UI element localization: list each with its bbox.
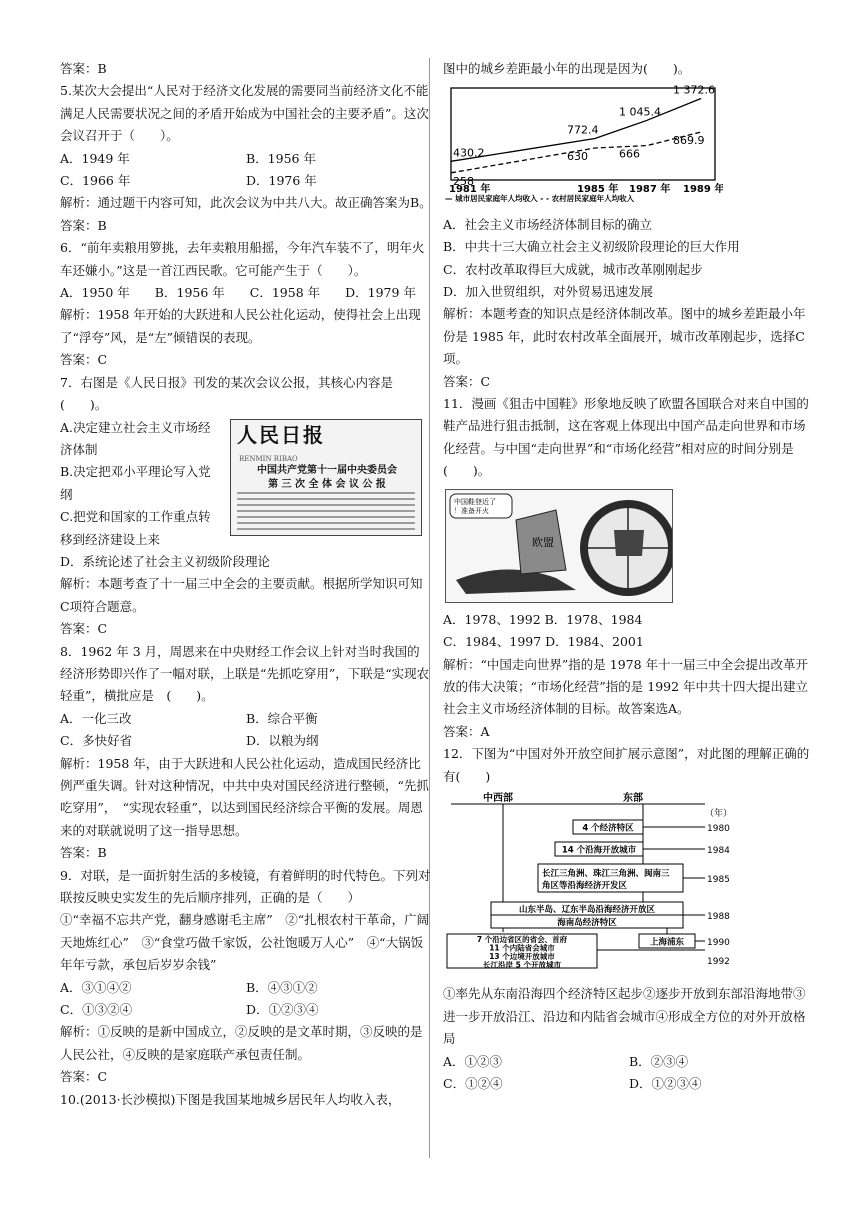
option-row — [60, 730, 432, 752]
text-line: 答案：B — [60, 217, 107, 233]
diagram-head-right: 东部 — [623, 792, 643, 804]
option: C．①③②④ — [60, 1002, 133, 1018]
diagram-box-text: 角区等沿海经济开发区 — [542, 880, 628, 891]
option: B.决定把邓小平理论写入党纲 — [60, 464, 211, 502]
text-line: ①率先从东南沿海四个经济特区起步②逐步开放到东部沿海地带③进一步开放沿江、沿边和内陆省会城市④形成全方位的对外开放格局 — [443, 986, 806, 1047]
newspaper-headline-1: 中国共产党第十一届中央委员会 — [257, 464, 397, 476]
option: C．多快好省 — [60, 733, 133, 749]
text-line: 答案：C — [60, 1069, 108, 1085]
diagram-year: 1988 — [707, 911, 730, 922]
text-line: B．中共十三大确立社会主义初级阶段理论的巨大作用 — [443, 239, 740, 255]
text-line: 8．1962 年 3 月，周恩来在中央财经工作会议上针对当时我国的经济形势即兴作了一幅对联，上联是“先抓吃穿用”，下联是“实现农轻重”，横批应是 ( )。 — [60, 643, 430, 704]
text-line: 7．右图是《人民日报》刊发的某次会议公报，其核心内容是( )。 — [60, 374, 393, 413]
cartoon-drawing — [446, 490, 672, 602]
newspaper-body-text — [237, 492, 415, 530]
diagram-box-text: 长江三角洲、珠江三角洲、闽南三 — [542, 868, 670, 879]
text-line: 解析：本题考查的知识点是经济体制改革。图中的城乡差距最小年份是 1985 年，此时农村改革全面展开，城市改革刚起步，选择C项。 — [443, 306, 806, 367]
option: A．①②③ — [443, 1053, 503, 1069]
data-label: 772.4 — [567, 123, 599, 137]
income-line-chart — [443, 84, 723, 202]
text-line: 解析：①反映的是新中国成立，②反映的是文革时期，③反映的是人民公社，④反映的是家庭联产承包责任制。 — [60, 1024, 423, 1062]
option: A．1949 年 — [60, 150, 130, 166]
option: C．①②④ — [443, 1075, 503, 1091]
diagram-box-text: 4 个经济特区 — [582, 823, 634, 834]
option: D．1976 年 — [246, 173, 317, 189]
x-tick-label: 1989 年 — [683, 184, 723, 196]
chart-legend: — 城市居民家庭年人均收入 - - 农村居民家庭年人均收入 — [445, 194, 635, 203]
text-line: 解析：1958 年，由于大跃进和人民公社化运动，造成国民经济比例严重失调。针对这种情况，中共中央对国民经济进行整顿，“先抓吃穿用”， “实现农轻重”，以达到国民经济综合平衡的发展。周恩来的对联就说明了这一指导思想。 — [60, 755, 429, 838]
left-column — [60, 58, 432, 1111]
option: B．1956 年 — [246, 150, 316, 166]
diagram-box-text: 上海浦东 — [649, 937, 685, 948]
x-tick-label: 1987 年 — [629, 184, 671, 196]
option: C.把党和国家的工作重点转移到经济建设上来 — [60, 509, 211, 547]
text-line: 9．对联，是一面折射生活的多棱镜，有着鲜明的时代特色。下列对联按反映史实发生的先后顺序排列，正确的是（ ） — [60, 867, 431, 906]
option-row — [60, 977, 432, 999]
data-label: 869.9 — [673, 134, 705, 148]
option: B．④③①② — [246, 979, 318, 995]
cartoon-image — [445, 489, 673, 603]
data-label: 666 — [619, 148, 640, 162]
text-line: D．系统论述了社会主义初级阶段理论 — [60, 553, 271, 569]
option-row — [60, 999, 432, 1021]
text-line: 答案：C — [443, 373, 491, 389]
diagram-box-text: 山东半岛、辽东半岛沿海经济开放区 — [518, 904, 656, 915]
newspaper-masthead: 人民日报 — [237, 422, 325, 447]
text-line: 解析：本题考查了十一届三中全会的主要贡献。根据所学知识可知C项符合题意。 — [60, 576, 423, 614]
text-line: D．加入世贸组织，对外贸易迅速发展 — [443, 284, 654, 300]
option: D．①②③④ — [246, 1002, 319, 1018]
text-line: ①“幸福不忘共产党，翻身感谢毛主席” ②“扎根农村干革命，广阔天地炼红心” ③“食堂巧做千家饭，公社饱暖万人心” ④“大锅饭年年亏款，承包后岁岁余钱” — [60, 912, 430, 973]
text-line: 答案：C — [60, 352, 108, 368]
text-line: 10.(2013·长沙模拟)下图是我国某地城乡居民年人均收入表， — [60, 1091, 401, 1107]
diagram-year: 1980 — [707, 823, 730, 834]
text-line: A．1978、1992 B．1978、1984 — [443, 611, 643, 627]
text-line: 解析：1958 年开始的大跃进和人民公社化运动，使得社会上出现了“浮夸”风，是“左”倾错误的表现。 — [60, 307, 421, 345]
opening-diagram — [443, 792, 815, 979]
text-line: C．农村改革取得巨大成就，城市改革刚刚起步 — [443, 261, 703, 277]
q10-intro: 图中的城乡差距最小年的出现是因为( )。 — [443, 61, 691, 76]
text-line: 答案：C — [60, 621, 108, 637]
data-label: 1 045.4 — [619, 105, 661, 119]
text-line: C．1984、1997 D．1984、2001 — [443, 634, 644, 650]
diagram-year: 1990 — [707, 937, 730, 948]
diagram-year: 1984 — [707, 845, 730, 856]
diagram-unit: （年） — [705, 808, 733, 819]
option: B．综合平衡 — [246, 710, 318, 726]
text-line: A．1950 年 B．1956 年 C．1958 年 D．1979 年 — [60, 285, 416, 301]
diagram-box-text: 长江沿岸 5 个开放城市 — [483, 960, 561, 970]
text-line: 5.某次大会提出“人民对于经济文化发展的需要同当前经济文化不能满足人民需要状况之间的矛盾开始成为中国社会的主要矛盾”。这次会议召开于（ ）。 — [60, 83, 429, 144]
diagram-year: 1985 — [707, 874, 730, 885]
text-line: 答案：B — [60, 61, 107, 76]
cartoon-bubble-text: 中国鞋登近了！准备开火 — [454, 497, 496, 515]
option: C．1966 年 — [60, 173, 131, 189]
option: B．②③④ — [629, 1053, 689, 1069]
text-line: 答案：B — [60, 845, 107, 861]
opening-diagram-svg — [443, 792, 743, 972]
text-line: 答案：A — [443, 723, 490, 739]
option-row — [443, 1073, 815, 1095]
newspaper-headline-2: 第 三 次 全 体 会 议 公 报 — [268, 478, 386, 490]
diagram-box-text: 7 个沿边省区的省会、首府 — [476, 934, 568, 944]
data-label: 430.2 — [453, 146, 485, 160]
newspaper-image — [230, 419, 422, 536]
option: D．①②③④ — [629, 1075, 702, 1091]
option: A.决定建立社会主义市场经济体制 — [60, 419, 211, 457]
option: A．③①④② — [60, 979, 132, 995]
newspaper-sub: RENMIN RIBAO — [239, 454, 298, 463]
q7-block — [60, 417, 432, 551]
text-line: 6．“前年卖粮用箩挑，去年卖粮用船摇，今年汽车装不了，明年火车还嫌小。”这是一首江西民歌。它可能产生于（ ）。 — [60, 240, 425, 278]
diagram-box-text: 海南岛经济特区 — [557, 917, 617, 928]
text-line: 11．漫画《狙击中国鞋》形象地反映了欧盟各国联合对来自中国的鞋产品进行狙击抵制，这在客观上体现出中国产品走向世界和市场化经营。与中国“走向世界”和“市场化经营”相对应的时间分别是( )。 — [443, 396, 809, 479]
option: A．一化三改 — [60, 710, 132, 726]
option-row — [60, 170, 432, 192]
diagram-box-text: 11 个内陆省会城市 — [489, 943, 555, 953]
text-line: 解析：通过题干内容可知，此次会议为中共八大。故正确答案为B。 — [60, 195, 432, 211]
x-tick-label: 1981 年 — [449, 184, 491, 196]
data-label: 630 — [567, 150, 588, 164]
text-line: A．社会主义市场经济体制目标的确立 — [443, 216, 653, 232]
cartoon-eu-label: 欧盟 — [532, 535, 554, 549]
data-label: 258 — [453, 175, 474, 189]
option-row — [60, 148, 432, 170]
diagram-year: 1992 — [707, 956, 730, 967]
option: D．以粮为纲 — [246, 733, 319, 749]
income-chart — [443, 84, 815, 209]
text-line: 解析：“中国走向世界”指的是 1978 年十一届三中全会提出改革开放的伟大决策；“市场化经营”指的是 1992 年中共十四大提出建立社会主义市场经济体制的目标。故答案选A。 — [443, 656, 809, 717]
right-column — [443, 58, 815, 1095]
diagram-box-text: 14 个沿海开放城市 — [561, 845, 637, 856]
data-label: 1 372.6 — [673, 84, 715, 97]
option-row — [443, 1051, 815, 1073]
diagram-box-text: 13 个边境开放城市 — [489, 951, 555, 961]
option-row — [60, 708, 432, 730]
diagram-head-left: 中西部 — [483, 792, 513, 804]
text-line: 12．下图为“中国对外开放空间扩展示意图”，对此图的理解正确的有( ) — [443, 746, 810, 784]
x-tick-label: 1985 年 — [577, 184, 619, 196]
